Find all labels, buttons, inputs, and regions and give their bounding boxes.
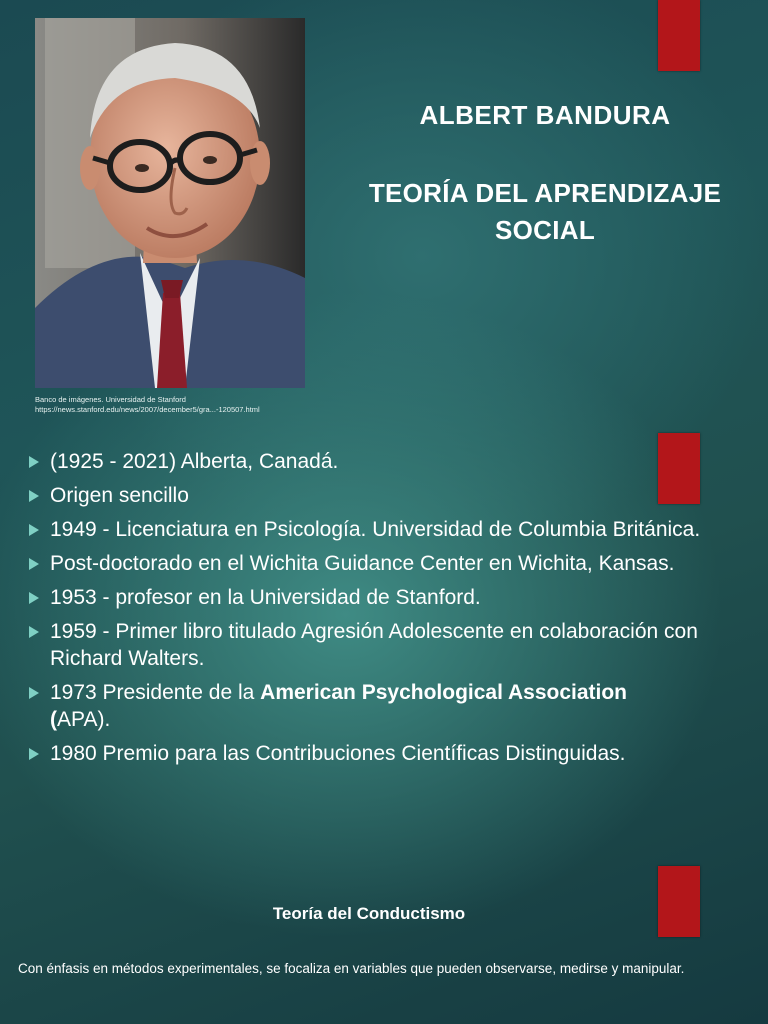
list-item-text: 1980 Premio para las Contribuciones Científicas Distinguidas.	[50, 742, 626, 765]
organization-name: American Psychological Association	[260, 681, 627, 704]
subtitle-line-1: TEORÍA DEL APRENDIZAJE	[368, 178, 722, 208]
caption-source: Banco de imágenes. Universidad de Stanford	[35, 395, 186, 404]
list-item	[28, 550, 718, 577]
bullet-arrow-icon	[29, 456, 39, 468]
list-item	[28, 679, 718, 733]
list-item	[28, 448, 718, 475]
page-title: ALBERT BANDURA	[419, 100, 671, 130]
list-item	[28, 482, 718, 509]
bullet-arrow-icon	[29, 748, 39, 760]
paren-open: (	[50, 708, 57, 731]
list-item-text: 1953 - profesor en la Universidad de Stanford.	[50, 586, 481, 609]
list-item	[28, 516, 718, 543]
accent-bar-top	[658, 0, 700, 71]
list-item-text: 1959 - Primer libro titulado Agresión Adolescente en colaboración con Richard Walters.	[50, 620, 698, 670]
list-item	[28, 584, 718, 611]
bullet-arrow-icon	[29, 558, 39, 570]
title-block	[330, 100, 760, 249]
list-item-text: 1973 Presidente de la	[50, 681, 261, 704]
organization-abbreviation: APA).	[57, 708, 111, 731]
photo-caption	[35, 395, 335, 415]
subtitle-line-2: SOCIAL	[494, 215, 596, 245]
section-paragraph: Con énfasis en métodos experimentales, se focaliza en variables que pueden observarse, medirse y manipular.	[18, 961, 685, 976]
bullet-arrow-icon	[29, 687, 39, 699]
list-item	[28, 618, 718, 672]
list-item-text: 1949 - Licenciatura en Psicología. Universidad de Columbia Británica.	[50, 518, 701, 541]
bullet-arrow-icon	[29, 626, 39, 638]
caption-url: https://news.stanford.edu/news/2007/december5/gra...-120507.html	[35, 405, 260, 414]
list-item	[28, 740, 718, 767]
list-item-text: Post-doctorado en el Wichita Guidance Center en Wichita, Kansas.	[50, 552, 675, 575]
portrait-illustration	[35, 18, 305, 388]
list-item-text: (1925 - 2021) Alberta, Canadá.	[50, 450, 339, 473]
bullet-arrow-icon	[29, 490, 39, 502]
section-heading: Teoría del Conductismo	[272, 904, 466, 923]
bullet-arrow-icon	[29, 524, 39, 536]
accent-bar-bottom	[658, 866, 700, 937]
portrait-photo	[35, 18, 305, 388]
biography-list	[28, 448, 718, 774]
list-item-text: Origen sencillo	[50, 484, 189, 507]
bullet-arrow-icon	[29, 592, 39, 604]
